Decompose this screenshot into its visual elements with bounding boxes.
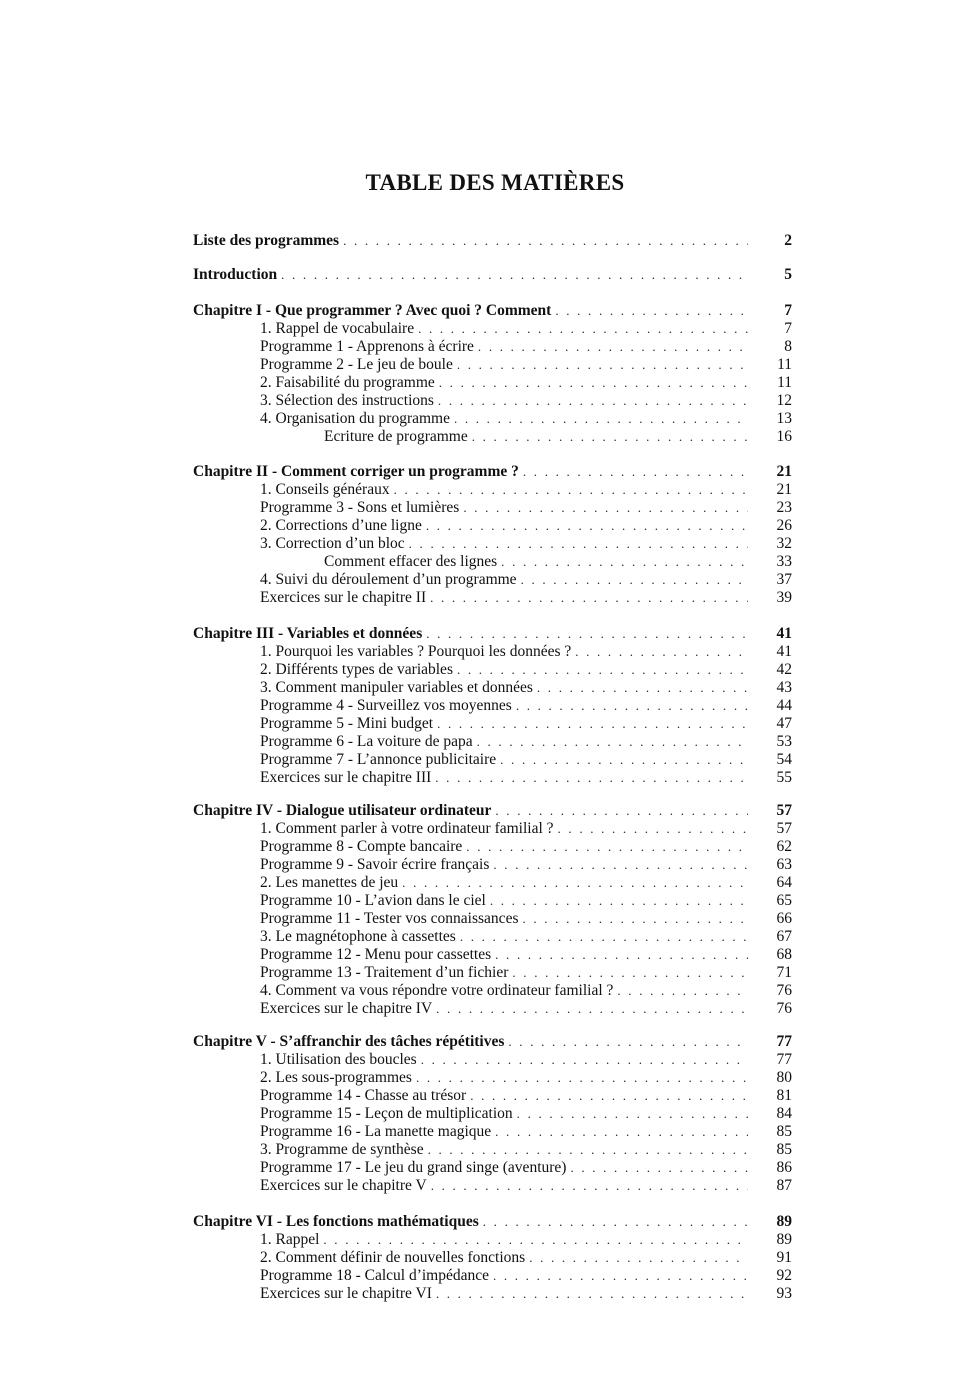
toc-page-number: 71	[776, 964, 792, 981]
dot-leader	[493, 856, 748, 874]
toc-entry-label: 1. Rappel	[260, 1231, 320, 1248]
toc-entry	[260, 1000, 752, 1018]
toc-entry	[260, 1123, 752, 1141]
dot-leader	[430, 589, 748, 607]
dot-leader	[457, 356, 748, 374]
toc-entry	[260, 535, 752, 553]
toc-entry-label: 2. Corrections d’une ligne	[260, 517, 422, 534]
toc-entry	[324, 428, 752, 446]
toc-entry-label: Programme 1 - Apprenons à écrire	[260, 338, 474, 355]
toc-page-number: 5	[784, 266, 792, 283]
toc-entry	[260, 1141, 752, 1159]
toc-entry	[260, 1087, 752, 1105]
dot-leader	[416, 1069, 748, 1087]
toc-page-number: 93	[776, 1285, 792, 1302]
dot-leader	[421, 1051, 748, 1069]
toc-page-number: 12	[776, 392, 792, 409]
dot-leader	[457, 661, 748, 679]
toc-page-number: 23	[776, 499, 792, 516]
toc-entry	[260, 1105, 752, 1123]
toc-page-number: 89	[776, 1231, 792, 1248]
toc-page-number: 77	[776, 1033, 792, 1050]
toc-page-number: 8	[784, 338, 792, 355]
dot-leader	[436, 1285, 748, 1303]
toc-entry-label: 3. Correction d’un bloc	[260, 535, 405, 552]
toc-entry-label: 4. Comment va vous répondre votre ordinateur familial ?	[260, 982, 614, 999]
toc-entry-label: 2. Faisabilité du programme	[260, 374, 435, 391]
toc-entry	[260, 928, 752, 946]
toc-page-number: 11	[777, 374, 792, 391]
toc-page-number: 54	[776, 751, 792, 768]
dot-leader	[436, 1000, 748, 1018]
toc-page-number: 65	[776, 892, 792, 909]
dot-leader	[570, 1159, 748, 1177]
toc-entry	[260, 338, 752, 356]
page-title: TABLE DES MATIÈRES	[365, 170, 625, 195]
dot-leader	[438, 392, 748, 410]
toc-entry-label: Exercices sur le chapitre VI	[260, 1285, 432, 1302]
toc-entry	[260, 571, 752, 589]
toc-entry-label: Exercices sur le chapitre II	[260, 589, 427, 606]
toc-page-number: 81	[776, 1087, 792, 1104]
toc-page-number: 87	[776, 1177, 792, 1194]
toc-entry	[260, 982, 752, 1000]
toc-page-number: 85	[776, 1141, 792, 1158]
toc-page-number: 64	[776, 874, 792, 891]
toc-entry-label: 3. Sélection des instructions	[260, 392, 434, 409]
toc-page-number: 76	[776, 982, 792, 999]
toc-page-number: 67	[776, 928, 792, 945]
toc-entry-label: 3. Le magnétophone à cassettes	[260, 928, 456, 945]
dot-leader	[522, 910, 748, 928]
dot-leader	[437, 715, 748, 733]
toc-entry-label: Ecriture de programme	[324, 428, 468, 445]
toc-entry	[260, 320, 752, 338]
toc-entry	[260, 910, 752, 928]
toc-entry-label: 4. Suivi du déroulement d’un programme	[260, 571, 517, 588]
toc-entry-label: 2. Les sous-programmes	[260, 1069, 412, 1086]
toc-page-number: 44	[776, 697, 792, 714]
toc-entry-label: Programme 9 - Savoir écrire français	[260, 856, 490, 873]
toc-entry	[260, 697, 752, 715]
toc-entry	[260, 964, 752, 982]
toc-entry	[260, 643, 752, 661]
dot-leader	[463, 499, 748, 517]
toc-entry-label: Programme 3 - Sons et lumières	[260, 499, 460, 516]
toc-entry	[260, 769, 752, 787]
toc-entry-label: Programme 7 - L’annonce publicitaire	[260, 751, 497, 768]
toc-entry-label: Exercices sur le chapitre IV	[260, 1000, 433, 1017]
toc-page-number: 57	[776, 820, 792, 837]
dot-leader	[426, 625, 748, 643]
toc-entry	[260, 874, 752, 892]
toc-entry	[260, 392, 752, 410]
toc-page-number: 89	[776, 1213, 792, 1230]
toc-entry-label: Programme 17 - Le jeu du grand singe (aventure)	[260, 1159, 567, 1176]
toc-entry-label: Introduction	[193, 266, 278, 283]
toc-page-number: 86	[776, 1159, 792, 1176]
dot-leader	[508, 1033, 748, 1051]
toc-entry-label: Chapitre IV - Dialogue utilisateur ordinateur	[193, 802, 492, 819]
toc-entry-label: 4. Organisation du programme	[260, 410, 450, 427]
toc-page-number: 41	[776, 625, 792, 642]
toc-entry	[324, 553, 752, 571]
dot-leader	[617, 982, 748, 1000]
dot-leader	[323, 1231, 748, 1249]
toc-entry	[260, 946, 752, 964]
dot-leader	[537, 679, 748, 697]
toc-entry-label: Programme 6 - La voiture de papa	[260, 733, 473, 750]
dot-leader	[516, 697, 748, 715]
toc-entry	[260, 820, 752, 838]
toc-entry	[260, 1177, 752, 1195]
toc-entry	[260, 856, 752, 874]
toc-entry-label: Programme 2 - Le jeu de boule	[260, 356, 453, 373]
dot-leader	[490, 892, 748, 910]
toc-chapter-entry	[193, 1213, 752, 1231]
dot-leader	[394, 481, 748, 499]
dot-leader	[500, 751, 748, 769]
toc-page-number: 32	[776, 535, 792, 552]
dot-leader	[495, 946, 748, 964]
toc-entry-label: Programme 16 - La manette magique	[260, 1123, 492, 1140]
dot-leader	[493, 1267, 748, 1285]
toc-entry	[260, 1069, 752, 1087]
dot-leader	[472, 428, 748, 446]
toc-entry-label: 1. Rappel de vocabulaire	[260, 320, 415, 337]
toc-entry-label: Chapitre VI - Les fonctions mathématiques	[193, 1213, 479, 1230]
toc-entry	[260, 374, 752, 392]
toc-entry-label: Programme 13 - Traitement d’un fichier	[260, 964, 509, 981]
dot-leader	[555, 302, 748, 320]
toc-entry-label: Programme 10 - L’avion dans le ciel	[260, 892, 486, 909]
dot-leader	[281, 266, 748, 284]
toc-entry-label: 2. Comment définir de nouvelles fonctions	[260, 1249, 526, 1266]
toc-entry-label: Chapitre V - S’affranchir des tâches répétitives	[193, 1033, 505, 1050]
toc-page-number: 66	[776, 910, 792, 927]
dot-leader	[501, 553, 748, 571]
toc-page-number: 39	[776, 589, 792, 606]
toc-entry	[260, 733, 752, 751]
toc-entry	[260, 751, 752, 769]
toc-page-number: 63	[776, 856, 792, 873]
toc-entry-label: Chapitre III - Variables et données	[193, 625, 423, 642]
toc-page-number: 55	[776, 769, 792, 786]
toc-entry	[260, 517, 752, 535]
toc-page-number: 53	[776, 733, 792, 750]
toc-entry-label: Programme 12 - Menu pour cassettes	[260, 946, 492, 963]
toc-page-number: 42	[776, 661, 792, 678]
toc-chapter-entry	[193, 1033, 752, 1051]
toc-entry-label: 2. Différents types de variables	[260, 661, 453, 678]
toc-entry	[260, 892, 752, 910]
toc-page-number: 37	[776, 571, 792, 588]
toc-entry-label: 3. Programme de synthèse	[260, 1141, 424, 1158]
toc-entry-label: Exercices sur le chapitre III	[260, 769, 432, 786]
toc-page-number: 33	[776, 553, 792, 570]
toc-page-number: 13	[776, 410, 792, 427]
toc-entry-label: 2. Les manettes de jeu	[260, 874, 399, 891]
toc-entry-label: Chapitre II - Comment corriger un programme ?	[193, 463, 519, 480]
toc-page-number: 76	[776, 1000, 792, 1017]
toc-entry-label: Liste des programmes	[193, 232, 340, 249]
toc-entry	[260, 1285, 752, 1303]
toc-entry-label: 1. Comment parler à votre ordinateur familial ?	[260, 820, 554, 837]
toc-entry	[260, 481, 752, 499]
toc-entry-label: 1. Conseils généraux	[260, 481, 390, 498]
dot-leader	[460, 928, 748, 946]
dot-leader	[435, 769, 748, 787]
toc-entry	[260, 838, 752, 856]
toc-page-number: 47	[776, 715, 792, 732]
dot-leader	[466, 838, 748, 856]
toc-page-number: 77	[776, 1051, 792, 1068]
toc-chapter-entry	[193, 232, 752, 250]
dot-leader	[512, 964, 748, 982]
dot-leader	[483, 1213, 748, 1231]
toc-entry-label: Chapitre I - Que programmer ? Avec quoi ? Comment	[193, 302, 552, 319]
dot-leader	[529, 1249, 748, 1267]
toc-entry	[260, 1249, 752, 1267]
toc-chapter-entry	[193, 266, 752, 284]
toc-entry-label: Programme 4 - Surveillez vos moyennes	[260, 697, 512, 714]
dot-leader	[402, 874, 748, 892]
dot-leader	[575, 643, 748, 661]
toc-entry	[260, 1051, 752, 1069]
toc-entry	[260, 715, 752, 733]
toc-entry-label: Exercices sur le chapitre V	[260, 1177, 427, 1194]
toc-entry-label: Programme 14 - Chasse au trésor	[260, 1087, 467, 1104]
toc-page-number: 92	[776, 1267, 792, 1284]
toc-entry-label: 3. Comment manipuler variables et données	[260, 679, 533, 696]
toc-entry-label: Comment effacer des lignes	[324, 553, 498, 570]
toc-page-number: 41	[776, 643, 792, 660]
dot-leader	[495, 1123, 748, 1141]
dot-leader	[517, 1105, 748, 1123]
toc-page-number: 26	[776, 517, 792, 534]
toc-page-number: 80	[776, 1069, 792, 1086]
toc-page-number: 16	[776, 428, 792, 445]
toc-page-number: 21	[776, 463, 792, 480]
toc-page-number: 2	[784, 232, 792, 249]
toc-page-number: 62	[776, 838, 792, 855]
toc-entry	[260, 356, 752, 374]
toc-entry-label: 1. Pourquoi les variables ? Pourquoi les données ?	[260, 643, 572, 660]
dot-leader	[439, 374, 748, 392]
dot-leader	[521, 571, 748, 589]
toc-page-number: 91	[776, 1249, 792, 1266]
toc-page-number: 68	[776, 946, 792, 963]
dot-leader	[470, 1087, 748, 1105]
toc-page-number: 57	[776, 802, 792, 819]
toc-entry-label: Programme 8 - Compte bancaire	[260, 838, 463, 855]
toc-entry	[260, 1159, 752, 1177]
toc-entry	[260, 499, 752, 517]
toc-page-number: 84	[776, 1105, 792, 1122]
toc-entry-label: Programme 5 - Mini budget	[260, 715, 434, 732]
dot-leader	[477, 733, 748, 751]
dot-leader	[431, 1177, 748, 1195]
toc-page-number: 7	[784, 302, 792, 319]
dot-leader	[495, 802, 748, 820]
toc-entry	[260, 679, 752, 697]
toc-entry	[260, 589, 752, 607]
dot-leader	[428, 1141, 748, 1159]
toc-entry	[260, 410, 752, 428]
toc-entry-label: Programme 18 - Calcul d’impédance	[260, 1267, 489, 1284]
toc-chapter-entry	[193, 302, 752, 320]
toc-chapter-entry	[193, 463, 752, 481]
toc-chapter-entry	[193, 625, 752, 643]
dot-leader	[409, 535, 748, 553]
dot-leader	[343, 232, 748, 250]
toc-page-number: 7	[784, 320, 792, 337]
toc-page-number: 43	[776, 679, 792, 696]
toc-entry-label: 1. Utilisation des boucles	[260, 1051, 417, 1068]
toc-page-number: 85	[776, 1123, 792, 1140]
dot-leader	[558, 820, 748, 838]
toc-entry	[260, 1267, 752, 1285]
dot-leader	[454, 410, 748, 428]
toc-entry-label: Programme 15 - Leçon de multiplication	[260, 1105, 513, 1122]
toc-page-number: 11	[777, 356, 792, 373]
dot-leader	[426, 517, 748, 535]
dot-leader	[478, 338, 748, 356]
toc-chapter-entry	[193, 802, 752, 820]
toc-entry	[260, 661, 752, 679]
dot-leader	[523, 463, 748, 481]
toc-entry	[260, 1231, 752, 1249]
toc-entry-label: Programme 11 - Tester vos connaissances	[260, 910, 519, 927]
dot-leader	[418, 320, 748, 338]
toc-page-number: 21	[776, 481, 792, 498]
